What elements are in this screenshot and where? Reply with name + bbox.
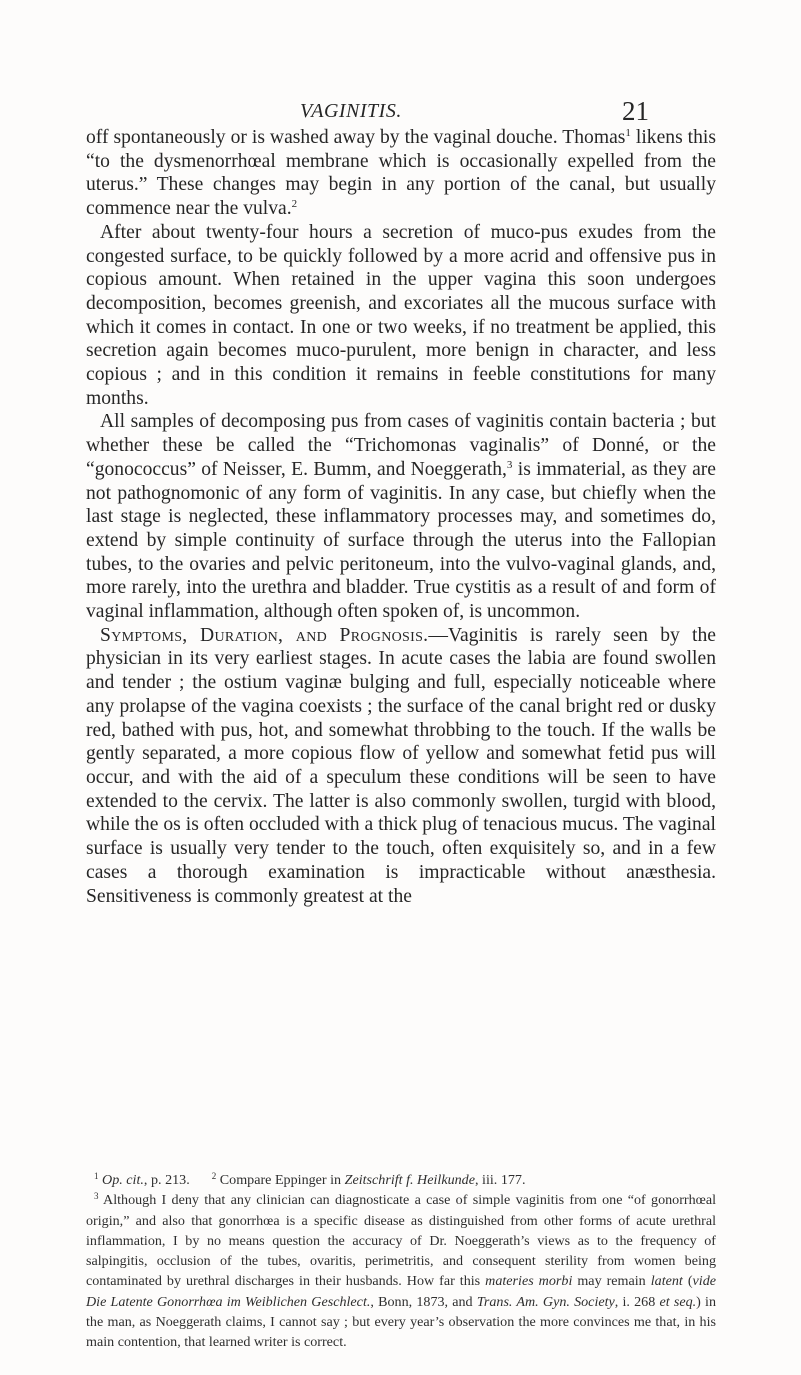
footnote-ref-2: 2: [291, 198, 298, 211]
footnote-ref-3: 3: [506, 458, 513, 471]
footnote-3-mark: 3: [94, 1191, 99, 1202]
footnote-1-mark: 1: [94, 1171, 99, 1181]
paragraph-3: [86, 410, 716, 623]
paragraph-3-text-b: is immaterial, as they are not pathognomonic of any form of vaginitis. In any case, but chiefly when the last stage is neglected, these inflammatory processes may, and sometimes do, extend by simple continuity of surface through the uterus into the Fallopian tubes, to the ovaries and pelvic peritoneum, into the vulvo-vaginal glands, and, more rarely, into the urethra and bladder. True cystitis as a result of and form of vaginal inflammation, although often spoken of, is uncommon.: [86, 458, 716, 623]
footnote-3: [86, 1190, 716, 1352]
footnote-3-text-d: , Bonn, 1873, and: [370, 1293, 477, 1310]
footnote-3-etseq: et seq.: [659, 1293, 697, 1310]
paragraph-2: After about twenty-four hours a secretion of muco-pus exudes from the congested surface, to be quickly followed by a more acrid and offensive pus in copious amount. When retained in the upper vagina this soon undergoes decomposition, becomes greenish, and excoriates all the mucous surface with which it comes in contact. In one or two weeks, if no treatment be applied, this secretion again becomes muco-purulent, more benign in character, and less copious ; and in this condition it remains in feeble constitutions for many months.: [86, 221, 716, 409]
footnotes: [86, 1170, 716, 1353]
footnote-ref-1: 1: [625, 127, 631, 139]
footnote-2-pre: Compare Eppinger in: [219, 1172, 345, 1188]
footnote-2-mark: 2: [211, 1171, 217, 1181]
paragraph-4-text: —Vaginitis is rarely seen by the physician in its very earliest stages. In acute cases the labia are found swollen and tender ; the ostium vaginæ bulging and full, especially noticeable where any prolapse of the vagina coexists ; the surface of the canal bright red or dusky red, bathed with pus, hot, and somewhat throbbing to the touch. If the walls be gently separated, a more copious flow of yellow and somewhat fetid pus will occur, and with the aid of a speculum these conditions will be seen to have extended to the cervix. The latter is also commonly swollen, turgid with blood, while the os is often occluded with a thick plug of tenacious mucus. The vaginal surface is usually very tender to the touch, often exquisitely so, and in a few cases a thorough examination is impracticable without anæsthesia. Sensitiveness is commonly greatest at the: [86, 624, 716, 907]
footnote-3-text-c: (: [682, 1273, 693, 1290]
footnote-1-2: [86, 1170, 716, 1190]
footnote-2-rest: , iii. 177.: [474, 1172, 526, 1188]
footnote-3-vide: vide Die Latente Gonorrhœa im Weiblichen Geschlect.: [86, 1273, 717, 1310]
paragraph-1-text-b: likens this “to the dysmenorrhœal membrane which is occasionally expelled from the uterus.” These changes may begin in any portion of the canal, but usually commence near the vulva.: [86, 127, 716, 220]
section-heading: Symptoms, Duration, and Prognosis.: [100, 624, 429, 646]
footnote-3-text-b: may remain: [572, 1273, 651, 1290]
footnote-3-text-a: Although I deny that any clinician can diagnosticate a case of simple vaginitis from one “of gonorrhœal origin,” and also that gonorrhœa is a specific disease as distinguished from other forms of acute urethral inflammation, I by no means question the accuracy of Dr. Noeggerath’s views as to the frequency of salpingitis, occlusion of the tubes, ovaritis, perimetritis, and consequent sterility from women being contaminated by urethral discharges in their husbands. How far this: [86, 1192, 716, 1290]
footnote-1-page: , p. 213.: [143, 1172, 190, 1188]
footnote-3-text-f: ) in the man, as Noeggerath claims, I cannot say ; but every year’s observation the more convinces me that, in his main contention, that learned writer is correct.: [86, 1293, 716, 1351]
running-head: VAGINITIS.: [300, 100, 402, 122]
footnote-1-source: Op. cit.: [102, 1172, 144, 1188]
paragraph-3-text-a: All samples of decomposing pus from cases of vaginitis contain bacteria ; but whether these be called the “Trichomonas vaginalis” of Donné, or the “gonococcus” of Neisser, E. Bumm, and Noeggerath,: [86, 411, 716, 480]
footnote-3-latent: latent: [650, 1273, 683, 1290]
footnote-3-materies: materies morbi: [485, 1273, 573, 1290]
paragraph-4: [86, 624, 716, 908]
paragraph-1: [86, 126, 716, 221]
footnote-3-trans: Trans. Am. Gyn. Society: [476, 1293, 615, 1310]
paragraph-1-text-a: off spontaneously or is washed away by the vaginal douche. Thomas: [86, 127, 626, 148]
footnote-2-title: Zeitschrift f. Heilkunde: [344, 1172, 475, 1188]
body-text: [86, 126, 716, 908]
footnote-3-text-e: , i. 268: [614, 1293, 660, 1310]
page-header: [0, 96, 801, 130]
page-number: 21: [622, 96, 649, 126]
